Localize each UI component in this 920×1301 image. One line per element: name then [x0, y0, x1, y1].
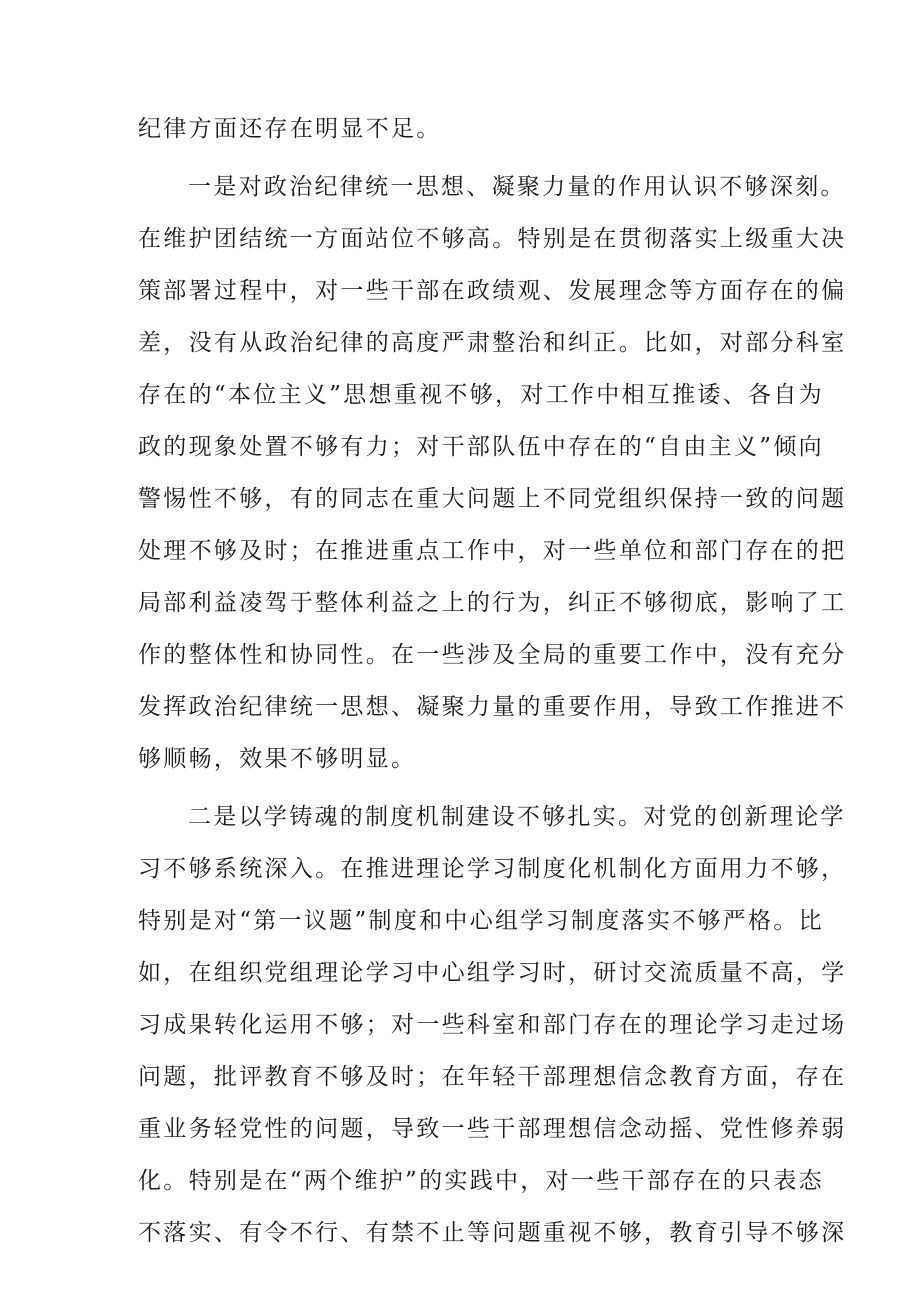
text-line: 作的整体性和协同性。在一些涉及全局的重要工作中，没有充分 [138, 642, 847, 668]
text-line: 习不够系统深入。在推进理论学习制度化机制化方面用力不够， [138, 856, 847, 882]
text-line: 特别是对“第一议题”制度和中心组学习制度落实不够严格。比 [138, 908, 824, 934]
text-line: 发挥政治纪律统一思想、凝聚力量的重要作用，导致工作推进不 [138, 694, 847, 720]
text-line: 差，没有从政治纪律的高度严肃整治和纠正。比如，对部分科室 [138, 330, 847, 356]
paragraph-first-line: 一是对政治纪律统一思想、凝聚力量的作用认识不够深刻。 [188, 174, 846, 200]
text-line: 政的现象处置不够有力；对干部队伍中存在的“自由主义”倾向 [138, 434, 824, 460]
text-line: 重业务轻党性的问题，导致一些干部理想信念动摇、党性修养弱 [138, 1116, 847, 1142]
text-line: 存在的“本位主义”思想重视不够，对工作中相互推诿、各自为 [138, 382, 824, 408]
text-line: 够顺畅，效果不够明显。 [138, 746, 417, 772]
text-line: 纪律方面还存在明显不足。 [138, 116, 442, 142]
text-line: 问题，批评教育不够及时；在年轻干部理想信念教育方面，存在 [138, 1064, 847, 1090]
text-line: 在维护团结统一方面站位不够高。特别是在贯彻落实上级重大决 [138, 226, 847, 252]
text-line: 不落实、有令不行、有禁不止等问题重视不够，教育引导不够深 [138, 1220, 847, 1246]
text-line: 习成果转化运用不够；对一些科室和部门存在的理论学习走过场 [138, 1012, 847, 1038]
text-line: 处理不够及时；在推进重点工作中，对一些单位和部门存在的把 [138, 538, 847, 564]
text-line: 警惕性不够，有的同志在重大问题上不同党组织保持一致的问题 [138, 486, 847, 512]
text-line: 策部署过程中，对一些干部在政绩观、发展理念等方面存在的偏 [138, 278, 847, 304]
text-line: 如，在组织党组理论学习中心组学习时，研讨交流质量不高，学 [138, 960, 847, 986]
text-line: 化。特别是在“两个维护”的实践中，对一些干部存在的只表态 [138, 1168, 824, 1194]
paragraph-first-line: 二是以学铸魂的制度机制建设不够扎实。对党的创新理论学 [188, 804, 846, 830]
text-line: 局部利益凌驾于整体利益之上的行为，纠正不够彻底，影响了工 [138, 590, 847, 616]
